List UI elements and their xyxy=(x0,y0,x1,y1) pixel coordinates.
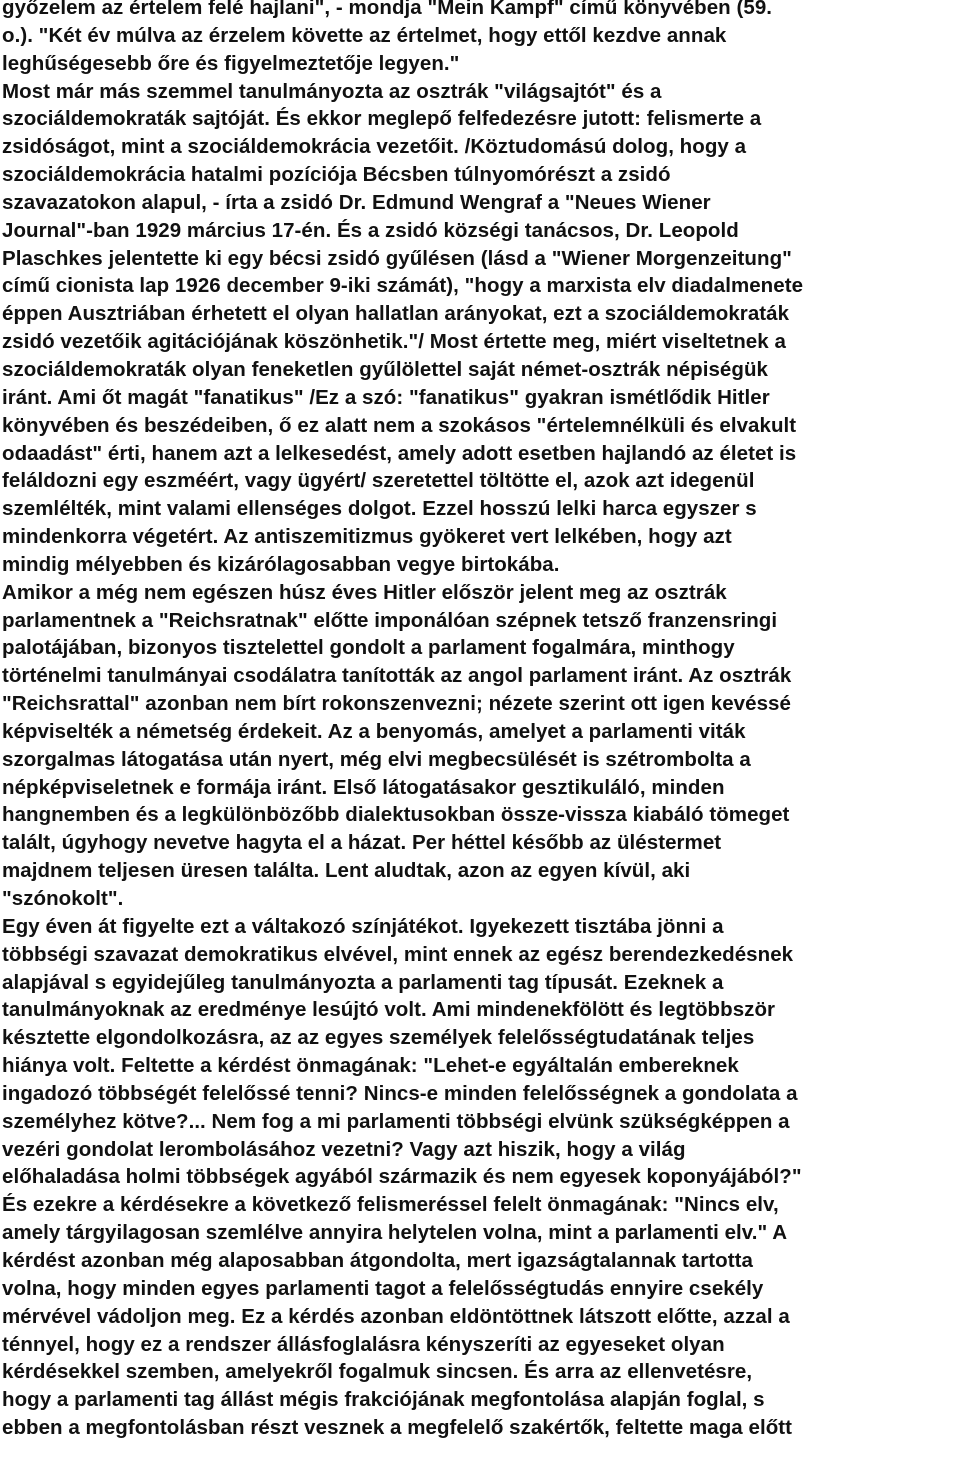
text-line: ebben a megfontolásban részt vesznek a megfelelő szakértők, feltette maga előtt xyxy=(2,1416,793,1440)
text-line: győzelem az értelem felé hajlani", - mondja "Mein Kampf" című könyvében (59. xyxy=(2,0,773,19)
text-line: hiánya volt. Feltette a kérdést önmagának: "Lehet-e egyáltalán embereknek xyxy=(2,1054,739,1078)
text-line: szociáldemokrácia hatalmi pozíciója Bécsben túlnyomórészt a zsidó xyxy=(2,163,671,187)
text-line: És ezekre a kérdésekre a következő felismeréssel felelt önmagának: "Nincs elv, xyxy=(2,1193,779,1217)
text-line: hogy a parlamenti tag állást mégis frakciójának megfontolása alapján foglal, s xyxy=(2,1388,765,1412)
text-line: ingadozó többségét felelőssé tenni? Nincs-e minden felelősségnek a gondolata a xyxy=(2,1081,798,1105)
text-line: történelmi tanulmányai csodálatra tanították az angol parlament iránt. Az osztrák xyxy=(2,664,792,688)
text-line: kérdésekkel szemben, amelyekről fogalmuk sincsen. És arra az ellenvetésre, xyxy=(2,1360,753,1384)
text-line: "Reichsrattal" azonban nem bírt rokonszenvezni; nézete szerint ott igen kevéssé xyxy=(2,692,791,716)
text-line: ténnyel, hogy ez a rendszer állásfoglalásra kényszeríti az egyeseket olyan xyxy=(2,1332,725,1356)
text-line: mérvével vádoljon meg. Ez a kérdés azonban eldöntöttnek látszott előtte, azzal a xyxy=(2,1304,790,1328)
text-line: alapjával s egyidejűleg tanulmányozta a parlamenti tag típusát. Ezeknek a xyxy=(2,970,724,994)
text-line: palotájában, bizonyos tisztelettel gondolt a parlament fogalmára, minthogy xyxy=(2,636,735,660)
text-line: Plaschkes jelentette ki egy bécsi zsidó gyűlésen (lásd a "Wiener Morgenzeitung" xyxy=(2,246,792,270)
text-line: Journal"-ban 1929 március 17-én. És a zsidó községi tanácsos, Dr. Leopold xyxy=(2,218,739,242)
text-line: éppen Ausztriában érhetett el olyan hallatlan arányokat, ezt a szociáldemokraták xyxy=(2,302,790,326)
text-line: mindig mélyebben és kizárólagosabban vegye birtokába. xyxy=(2,552,560,576)
text-line: könyvében és beszédeiben, ő ez alatt nem a szokásos "értelemnélküli és elvakult xyxy=(2,413,797,437)
text-line: o.). "Két év múlva az érzelem követte az értelmet, hogy ettől kezdve annak xyxy=(2,23,727,47)
text-line: személyhez kötve?... Nem fog a mi parlamenti többségi elvünk szükségképpen a xyxy=(2,1109,790,1133)
text-line: szociáldemokraták olyan feneketlen gyűlölettel saját német-osztrák népiségük xyxy=(2,357,768,381)
text-line: szemlélték, mint valami ellenséges dolgot. Ezzel hosszú lelki harca egyszer s xyxy=(2,497,757,521)
text-line: Egy éven át figyelte ezt a váltakozó színjátékot. Igyekezett tisztába jönni a xyxy=(2,914,724,938)
text-line: képviselték a németség érdekeit. Az a benyomás, amelyet a parlamenti viták xyxy=(2,719,746,743)
text-line: mindenkorra végetért. Az antiszemitizmus gyökeret vert lelkében, hogy azt xyxy=(2,525,732,549)
text-line: leghűségesebb őre és figyelmeztetője legyen." xyxy=(2,51,460,75)
text-line: kérdést azonban még alaposabban átgondolta, mert igazságtalannak tartotta xyxy=(2,1248,753,1272)
text-line: előhaladása holmi többségek agyából származik és nem egyesek koponyájából?" xyxy=(2,1165,802,1189)
text-line: késztette elgondolkozásra, az az egyes személyek felelősségtudatának teljes xyxy=(2,1026,755,1050)
text-line: vezéri gondolat lerombolásához vezetni? Vagy azt hiszik, hogy a világ xyxy=(2,1137,686,1161)
text-line: parlamentnek a "Reichsratnak" előtte imponálóan szépnek tetsző franzensringi xyxy=(2,608,778,632)
text-line: Most már más szemmel tanulmányozta az osztrák "világsajtót" és a xyxy=(2,79,662,103)
text-line: zsidóságot, mint a szociáldemokrácia vezetőit. /Köztudomású dolog, hogy a xyxy=(2,135,747,159)
text-line: talált, úgyhogy nevetve hagyta el a házat. Per héttel később az üléstermet xyxy=(2,831,722,855)
text-line: odaadást" érti, hanem azt a lelkesedést, amely adott esetben hajlandó az életet is xyxy=(2,441,797,465)
text-line: többségi szavazat demokratikus elvével, mint ennek az egész berendezkedésnek xyxy=(2,942,794,966)
text-line: "szónokolt". xyxy=(2,887,124,910)
text-line: tanulmányoknak az eredménye lesújtó volt. Ami mindenekfölött és legtöbbször xyxy=(2,998,776,1022)
text-line: hangnemben és a legkülönbözőbb dialektusokban össze-vissza kiabáló tömeget xyxy=(2,803,790,827)
text-line: szorgalmas látogatása után nyert, még elvi megbecsülését is szétrombolta a xyxy=(2,747,751,771)
text-line: amely tárgyilagosan szemlélve annyira helytelen volna, mint a parlamenti elv." A xyxy=(2,1221,788,1245)
text-line: szavazatokon alapul, - írta a zsidó Dr. Edmund Wengraf a "Neues Wiener xyxy=(2,190,711,214)
text-line: majdnem teljesen üresen találta. Lent aludtak, azon az egyen kívül, aki xyxy=(2,859,691,883)
text-line: zsidó vezetőik agitációjának köszönhetik."/ Most értette meg, miért viseltetnek a xyxy=(2,330,786,354)
text-line: Amikor a még nem egészen húsz éves Hitler először jelent meg az osztrák xyxy=(2,580,727,604)
text-line: iránt. Ami őt magát "fanatikus" /Ez a szó: "fanatikus" gyakran ismétlődik Hitler xyxy=(2,385,770,409)
text-line: című cionista lap 1926 december 9-iki számát), "hogy a marxista elv diadalmenete xyxy=(2,274,804,298)
text-line: feláldozni egy eszméért, vagy ügyért/ szeretettel töltötte el, azok azt idegenül xyxy=(2,469,755,493)
text-line: szociáldemokraták sajtóját. És ekkor meglepő felfedezésre jutott: felismerte a xyxy=(2,107,762,131)
text-line: volna, hogy minden egyes parlamenti tagot a felelősségtudás ennyire csekély xyxy=(2,1276,764,1300)
text-line: népképviseletnek e formája iránt. Első látogatásakor gesztikuláló, minden xyxy=(2,775,725,799)
body-text xyxy=(2,0,958,1442)
